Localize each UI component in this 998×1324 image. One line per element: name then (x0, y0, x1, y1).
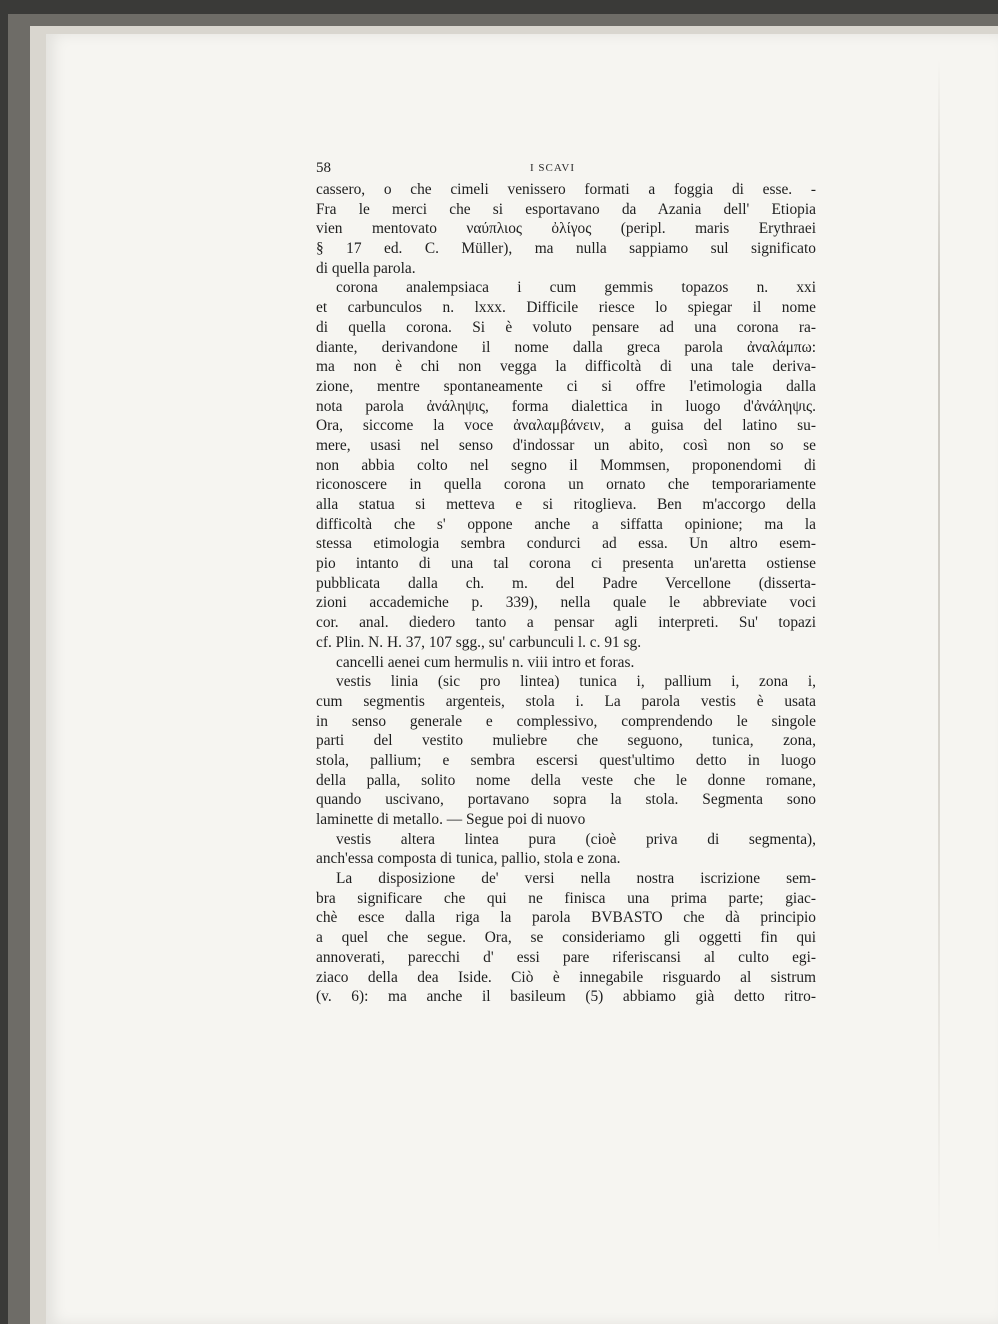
text-line: annoverati, parecchi d' essi pare riferiscansi al culto egi- (316, 948, 816, 966)
page-header (316, 160, 820, 180)
text-line: corona analempsiaca i cum gemmis topazos n. xxi (336, 279, 816, 297)
text-line: nota parola ἀνάληψις, forma dialettica in luogo d'ἀνάληψις. (316, 397, 816, 415)
text-line: § 17 ed. C. Müller), ma nulla sappiamo sul significato (316, 240, 816, 258)
text-line: et carbunculos n. lxxx. Difficile riesce lo spiegar il nome (316, 299, 816, 317)
text-line: parti del vestito muliebre che seguono, tunica, zona, (316, 732, 816, 750)
page-number: 58 (316, 160, 331, 176)
text-line: della palla, solito nome della veste che le donne romane, (316, 771, 816, 789)
text-line: quando uscivano, portavano sopra la stola. Segmenta sono (316, 791, 816, 809)
text-line: cancelli aenei cum hermulis n. viii intro et foras. (336, 653, 635, 671)
text-line: cf. Plin. N. H. 37, 107 sgg., su' carbunculi l. c. 91 sg. (316, 633, 642, 651)
text-line: vestis altera lintea pura (cioè priva di segmenta), (336, 830, 816, 848)
text-line: riconoscere in quella corona un ornato che temporariamente (316, 476, 816, 494)
text-line: pio intanto di una tal corona ci presenta un'aretta ostiense (316, 555, 816, 573)
text-line: mere, usasi nel senso d'indossar un abito, così non so se (316, 436, 816, 454)
text-line: pubblicata dalla ch. m. del Padre Vercellone (disserta- (316, 574, 816, 592)
text-line: di quella corona. Si è voluto pensare ad una corona ra- (316, 318, 816, 336)
text-line: stessa etimologia sembra condurci ad essa. Un altro esem- (316, 535, 816, 553)
text-line: zione, mentre spontaneamente ci si offre l'etimologia dalla (316, 377, 816, 395)
text-line: in senso generale e complessivo, comprendendo le singole (316, 712, 816, 730)
text-line: cassero, o che cimeli venissero formati a foggia di esse. - (316, 181, 816, 198)
text-line: anch'essa composta di tunica, pallio, stola e zona. (316, 850, 621, 868)
text-line: laminette di metallo. — Segue poi di nuovo (316, 811, 586, 828)
text-line: La disposizione de' versi nella nostra iscrizione sem- (336, 870, 816, 888)
body-text (316, 180, 816, 1007)
text-line: zioni accademiche p. 339), nella quale le abbreviate voci (316, 594, 816, 612)
text-line: stola, pallium; e sembra escersi quest'ultimo detto in luogo (316, 751, 816, 769)
text-line: non abbia colto nel segno il Mommsen, proponendomi di (316, 456, 816, 474)
text-line: cor. anal. diedero tanto a pensar agli interpreti. Su' topazi (316, 614, 816, 632)
page-edge (938, 60, 940, 1260)
text-line: vestis linia (sic pro lintea) tunica i, pallium i, zona i, (336, 673, 816, 691)
text-line: cum segmentis argenteis, stola i. La parola vestis è usata (316, 692, 816, 710)
text-line: diante, derivandone il nome dalla greca parola ἀναλάμπω: (316, 338, 816, 356)
text-line: Ora, siccome la voce ἀναλαμβάνειν, a guisa del latino su- (316, 417, 816, 435)
text-line: vien mentovato ναύπλιος ὀλίγος (peripl. maris Erythraei (316, 220, 816, 238)
running-head: I SCAVI (530, 162, 576, 174)
text-line: Fra le merci che si esportavano da Azania dell' Etiopia (316, 200, 816, 218)
text-line: bra significare che qui ne finisca una prima parte; giac- (316, 889, 816, 907)
text-line: ma non è chi non vegga la difficoltà di una tale deriva- (316, 358, 816, 376)
text-line: a quel che segue. Ora, se consideriamo gli oggetti fin qui (316, 929, 816, 947)
text-line: chè esce dalla riga la parola BVBASTO che dà principio (316, 909, 816, 927)
text-line: di quella parola. (316, 259, 416, 277)
text-line: alla statua si metteva e si ritoglieva. Ben m'accorgo della (316, 496, 816, 513)
text-line: ziaco della dea Iside. Ciò è innegabile risguardo al sistrum (316, 968, 816, 986)
text-line: difficoltà che s' oppone anche a siffatta opinione; ma la (316, 515, 816, 533)
text-line: (v. 6): ma anche il basileum (5) abbiamo già detto ritro- (316, 988, 816, 1006)
